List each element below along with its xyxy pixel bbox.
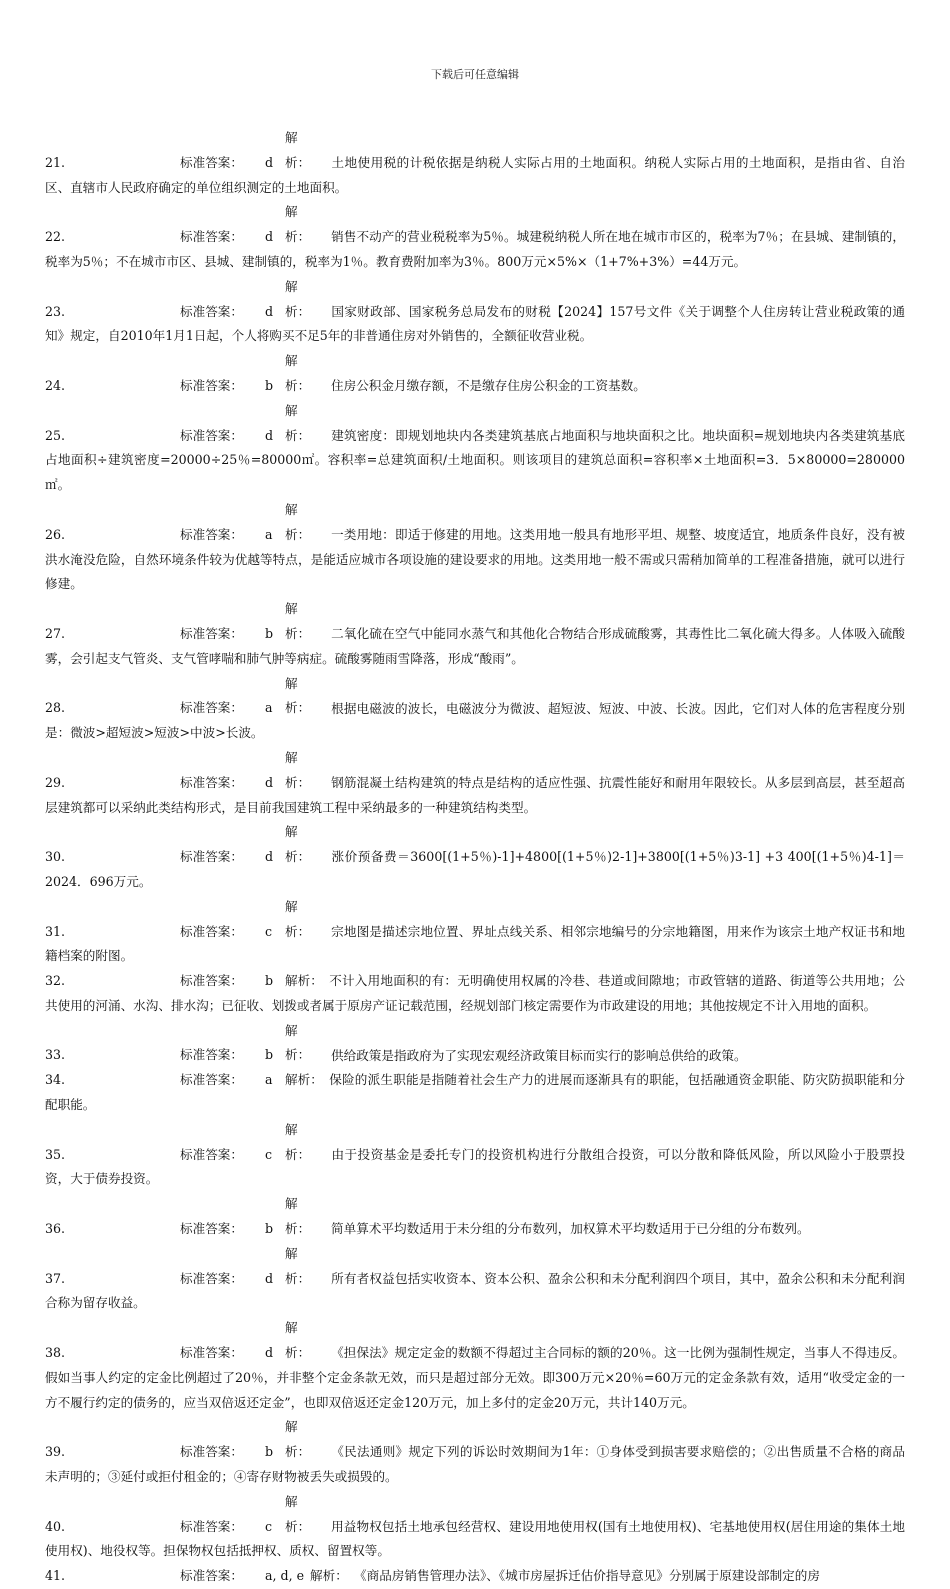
question-number: 36. <box>45 1221 66 1237</box>
question-number: 30. <box>45 849 66 865</box>
analysis-text: 由于投资基金是委托专门的投资机构进行分散组合投资，可以分散和降低风险，所以风险小于股票投资，大于债券投资。 <box>45 1146 905 1187</box>
analysis-label: 解 析： <box>285 898 323 939</box>
list-item <box>45 399 905 498</box>
list-item <box>45 1564 905 1589</box>
answer-label: 标准答案： <box>180 774 243 790</box>
analysis-label: 解 析： <box>285 1121 323 1162</box>
analysis-text: 销售不动产的营业税税率为5％。城建税纳税人所在地在城市市区的，税率为7％；在县城、建制镇的，税率为5％；不在城市市区、县城、建制镇的，税率为1％。教育费附加率为3％。800万元×5%×（1+7%+3%）=44万元。 <box>45 229 905 269</box>
list-item <box>45 126 905 200</box>
analysis-label: 解 析： <box>285 353 323 393</box>
answer-value: d <box>265 1345 274 1361</box>
answer-label: 标准答案： <box>180 1146 243 1162</box>
analysis-label: 解 析： <box>285 130 323 170</box>
answer-value: b <box>265 1221 274 1237</box>
analysis-text: 《担保法》规定定金的数额不得超过主合同标的额的20％。这一比例为强制性规定，当事人不得违反。假如当事人约定的定金比例超过了20％，并非整个定金条款无效，而只是超过部分无效。即300万元×20％=60万元的定金条款有效，适用“收受定金的一方不履行约定的债务的，应当双倍返还定金”，也即双倍返还定金120万元，加上多付的定金20万元，共计140万元。 <box>45 1345 905 1410</box>
analysis-label: 解 析： <box>285 1022 323 1063</box>
list-item <box>45 1242 905 1316</box>
analysis-text: 所有者权益包括实收资本、资本公积、盈余公积和未分配利润四个项目，其中，盈余公积和未分配利润合称为留存收益。 <box>45 1270 905 1311</box>
question-number: 21. <box>45 154 66 170</box>
analysis-label: 解 析： <box>285 204 323 245</box>
question-number: 33. <box>45 1047 66 1063</box>
analysis-text: 用益物权包括土地承包经营权、建设用地使用权(国有土地使用权)、宅基地使用权(居住用途的集体土地使用权)、地役权等。担保物权包括抵押权、质权、留置权等。 <box>45 1518 905 1559</box>
answer-value: b <box>265 1444 274 1460</box>
list-item <box>45 672 905 746</box>
answer-value: c <box>265 1518 273 1534</box>
answer-value: a <box>265 526 273 542</box>
analysis-label: 解 析： <box>285 1320 323 1361</box>
analysis-label: 解 析： <box>285 1419 323 1460</box>
list-item <box>45 820 905 894</box>
question-number: 35. <box>45 1146 66 1162</box>
answer-value: b <box>265 377 274 393</box>
analysis-text: 根据电磁波的波长，电磁波分为微波、超短波、短波、中波、长波。因此，它们对人体的危害程度分别是：微波>超短波>短波>中波>长波。 <box>45 700 905 741</box>
answer-label: 标准答案： <box>180 1568 243 1584</box>
answer-label: 标准答案： <box>180 1072 243 1088</box>
analysis-label: 解析： <box>285 1072 323 1088</box>
analysis-text: 国家财政部、国家税务总局发布的财税【2024】157号文件《关于调整个人住房转让营业税政策的通知》规定，自2010年1月1日起，个人将购买不足5年的非普通住房对外销售的，全额征收营业税。 <box>45 303 905 344</box>
question-number: 34. <box>45 1072 66 1088</box>
analysis-text: 涨价预备费＝3600[(1+5％)-1]+4800[(1+5％)2-1]+3800[(1+5％)3-1] +3 400[(1+5％)4-1]＝2024．696万元。 <box>45 849 905 889</box>
answer-label: 标准答案： <box>180 229 243 245</box>
answer-label: 标准答案： <box>180 700 243 716</box>
answer-label: 标准答案： <box>180 154 243 170</box>
answer-value: d <box>265 154 274 170</box>
list-item <box>45 1415 905 1489</box>
list-item <box>45 1118 905 1192</box>
answer-label: 标准答案： <box>180 1221 243 1237</box>
question-number: 23. <box>45 303 66 319</box>
answer-label: 标准答案： <box>180 526 243 542</box>
list-item <box>45 498 905 597</box>
answer-value: b <box>265 1047 274 1063</box>
answer-label: 标准答案： <box>180 849 243 865</box>
analysis-label: 解 析： <box>285 749 323 790</box>
answer-value: c <box>265 923 273 939</box>
analysis-text: 建筑密度：即规划地块内各类建筑基底占地面积与地块面积之比。地块面积=规划地块内各类建筑基底占地面积÷建筑密度=20000÷25％=80000㎡。容积率=总建筑面积/土地面积。则该项目的建筑总面积=容积率×土地面积=3．5×80000=280000㎡。 <box>45 427 905 493</box>
answer-label: 标准答案： <box>180 1047 243 1063</box>
analysis-text: 《商品房销售管理办法》、《城市房屋拆迁估价指导意见》分别属于原建设部制定的房 <box>354 1568 820 1584</box>
question-number: 22. <box>45 229 66 245</box>
answer-value: b <box>265 973 274 989</box>
analysis-text: 供给政策是指政府为了实现宏观经济政策目标而实行的影响总供给的政策。 <box>331 1047 747 1063</box>
answer-value: b <box>265 625 274 641</box>
question-number: 38. <box>45 1345 66 1361</box>
question-number: 26. <box>45 526 66 542</box>
list-item <box>45 969 905 1019</box>
answer-label: 标准答案： <box>180 923 243 939</box>
answer-value: c <box>265 1146 273 1162</box>
answer-label: 标准答案： <box>180 1270 243 1286</box>
answer-value: d <box>265 1270 274 1286</box>
answer-label: 标准答案： <box>180 1518 243 1534</box>
analysis-label: 解 析： <box>285 501 323 542</box>
analysis-text: 土地使用税的计税依据是纳税人实际占用的土地面积。纳税人实际占用的土地面积，是指由省、自治区、直辖市人民政府确定的单位组织测定的土地面积。 <box>45 154 905 195</box>
answer-value: d <box>265 303 274 319</box>
list-item <box>45 1316 905 1415</box>
list-item <box>45 1490 905 1564</box>
question-number: 39. <box>45 1444 66 1460</box>
answer-value: a <box>265 700 273 716</box>
question-number: 28. <box>45 700 66 716</box>
question-number: 27. <box>45 625 66 641</box>
list-item <box>45 275 905 349</box>
analysis-text: 二氧化硫在空气中能同水蒸气和其他化合物结合形成硫酸雾，其毒性比二氧化硫大得多。人体吸入硫酸雾，会引起支气管炎、支气管哮喘和肺气肿等病症。硫酸雾随雨雪降落，形成“酸雨”。 <box>45 625 905 666</box>
answer-label: 标准答案： <box>180 303 243 319</box>
answer-value: a <box>265 1072 273 1088</box>
analysis-label: 解 析： <box>285 824 323 865</box>
list-item <box>45 746 905 820</box>
analysis-text: 《民法通则》规定下列的诉讼时效期间为1年：①身体受到损害要求赔偿的；②出售质量不合格的商品未声明的；③延付或拒付租金的；④寄存财物被丢失或损毁的。 <box>45 1444 905 1485</box>
analysis-label: 解 析： <box>285 601 323 641</box>
analysis-label: 解 析： <box>285 675 323 716</box>
question-number: 29. <box>45 774 66 790</box>
page-header: 下载后可任意编辑 <box>431 68 519 81</box>
list-item <box>45 597 905 671</box>
analysis-label: 解析： <box>310 1568 348 1584</box>
analysis-text: 一类用地：即适于修建的用地。这类用地一般具有地形平坦、规整、坡度适宜，地质条件良好，没有被洪水淹没危险，自然环境条件较为优越等特点，是能适应城市各项设施的建设要求的用地。这类用地一般不需或只需稍加简单的工程准备措施，就可以进行修建。 <box>45 526 905 592</box>
list-item <box>45 200 905 274</box>
question-number: 40. <box>45 1518 66 1534</box>
list-item <box>45 1192 905 1242</box>
analysis-label: 解 析： <box>285 1493 323 1534</box>
answer-label: 标准答案： <box>180 973 243 989</box>
answer-list <box>45 126 905 1589</box>
question-number: 41. <box>45 1568 66 1584</box>
question-number: 25. <box>45 427 66 443</box>
list-item <box>45 1068 905 1118</box>
analysis-text: 不计入用地面积的有：无明确使用权属的冷巷、巷道或间隙地；市政管辖的道路、街道等公共用地；公共使用的河涌、水沟、排水沟；已征收、划拨或者属于原房产证记载范围，经规划部门核定需要作为市政建设的用地；其他按规定不计入用地的面积。 <box>45 973 905 1013</box>
list-item <box>45 349 905 399</box>
question-number: 37. <box>45 1270 66 1286</box>
answer-label: 标准答案： <box>180 1444 243 1460</box>
answer-value: d <box>265 849 274 865</box>
analysis-label: 解 析： <box>285 1245 323 1286</box>
question-number: 32. <box>45 973 66 989</box>
answer-value: d <box>265 229 274 245</box>
answer-label: 标准答案： <box>180 1345 243 1361</box>
question-number: 31. <box>45 923 66 939</box>
question-number: 24. <box>45 377 66 393</box>
analysis-text: 宗地图是描述宗地位置、界址点线关系、相邻宗地编号的分宗地籍图，用来作为该宗土地产权证书和地籍档案的附图。 <box>45 923 905 964</box>
analysis-text: 住房公积金月缴存额，不是缴存住房公积金的工资基数。 <box>331 377 646 393</box>
analysis-label: 解 析： <box>285 402 323 443</box>
answer-value: d <box>265 427 274 443</box>
answer-label: 标准答案： <box>180 625 243 641</box>
answer-label: 标准答案： <box>180 377 243 393</box>
list-item <box>45 895 905 969</box>
analysis-text: 简单算术平均数适用于未分组的分布数列，加权算术平均数适用于已分组的分布数列。 <box>331 1221 810 1237</box>
answer-value: a, d, e <box>265 1568 305 1584</box>
answer-label: 标准答案： <box>180 427 243 443</box>
analysis-text: 保险的派生职能是指随着社会生产力的进展而逐渐具有的职能，包括融通资金职能、防灾防损职能和分配职能。 <box>45 1072 905 1113</box>
analysis-label: 解 析： <box>285 1196 323 1237</box>
answer-value: d <box>265 774 274 790</box>
analysis-text: 钢筋混凝土结构建筑的特点是结构的适应性强、抗震性能好和耐用年限较长。从多层到高层，甚至超高层建筑都可以采纳此类结构形式，是目前我国建筑工程中采纳最多的一种建筑结构类型。 <box>45 774 905 815</box>
analysis-label: 解析： <box>285 973 323 989</box>
analysis-label: 解 析： <box>285 278 323 319</box>
list-item <box>45 1019 905 1069</box>
